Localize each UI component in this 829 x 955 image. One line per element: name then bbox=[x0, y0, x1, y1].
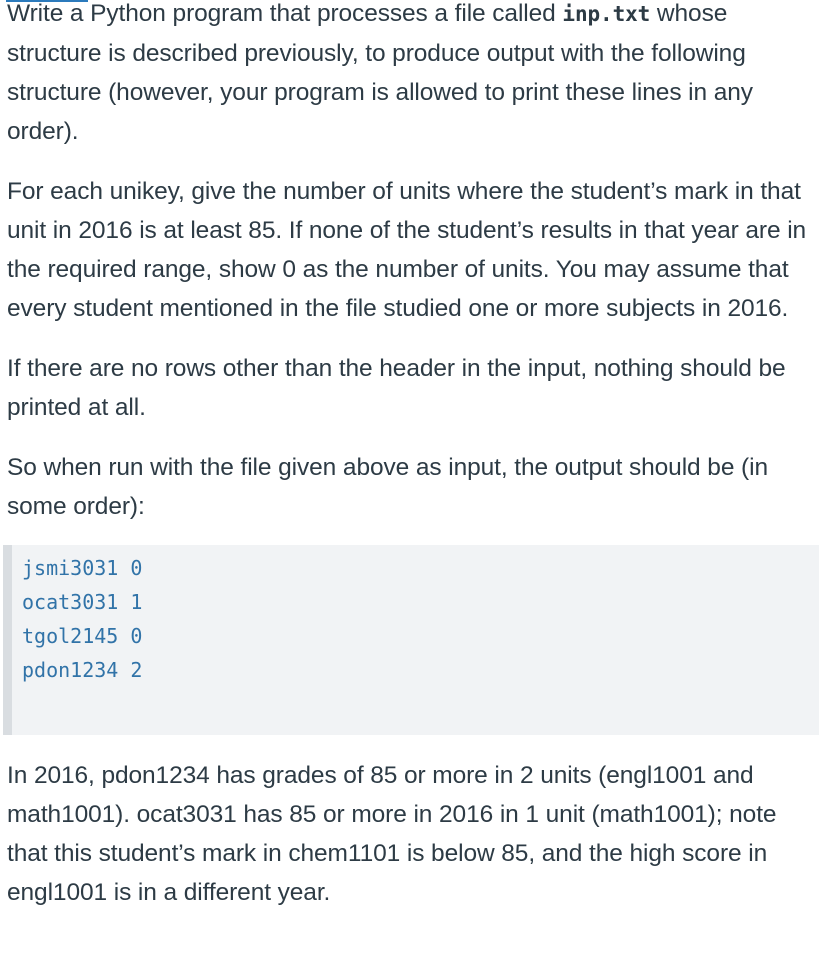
filename-code: inp.txt bbox=[562, 2, 651, 26]
example-intro-paragraph: So when run with the file given above as input, the output should be (in some order): bbox=[7, 454, 768, 520]
code-line: tgol2145 0 bbox=[22, 624, 143, 648]
empty-input-paragraph: If there are no rows other than the header in the input, nothing should be printed at all. bbox=[7, 355, 786, 421]
requirements-paragraph: For each unikey, give the number of units where the student’s mark in that unit in 2016 is at least 85. If none of the student’s results in that year are in the required range, show 0 as the number of units. You may assume that every student mentioned in the file studied one or more subjects in 2016. bbox=[7, 178, 807, 322]
code-line: pdon1234 2 bbox=[22, 658, 143, 682]
intro-text-after: whose structure is described previously, to produce output with the following structure (however, your program is allowed to print these lines in any order). bbox=[7, 0, 753, 145]
code-line: jsmi3031 0 bbox=[22, 556, 143, 580]
question-content bbox=[7, 0, 822, 912]
intro-paragraph bbox=[7, 0, 822, 151]
intro-text-before: Write a Python program that processes a file called bbox=[7, 0, 563, 27]
code-line: ocat3031 1 bbox=[22, 590, 143, 614]
explanation-paragraph: In 2016, pdon1234 has grades of 85 or more in 2 units (engl1001 and math1001). ocat3031 has 85 or more in 2016 in 1 unit (math1001); note that this student’s mark in chem1101 is below 85, and the high score in engl1001 is in a different year. bbox=[7, 762, 777, 906]
output-code-block bbox=[3, 545, 819, 735]
